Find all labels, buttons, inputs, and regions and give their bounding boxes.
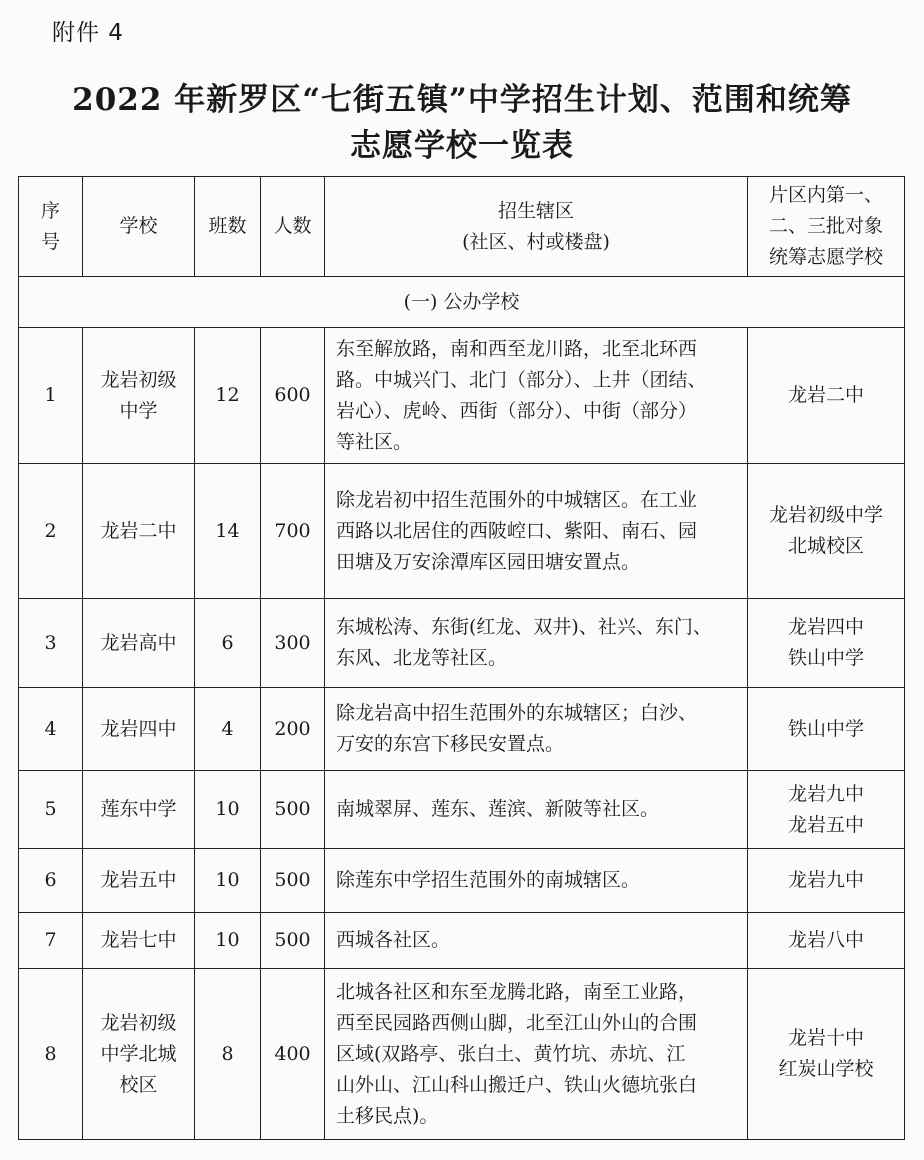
cell-school-line: 龙岩初级: [100, 1011, 177, 1034]
cell-area-line: 万安的东宫下移民安置点。: [336, 733, 565, 755]
header-area: [325, 177, 748, 277]
cell-school: [83, 849, 195, 913]
cell-area-line: 等社区。: [336, 430, 413, 453]
cell-seq: 6: [19, 849, 83, 913]
header-seq-line: 序: [40, 199, 60, 222]
cell-seq: 2: [19, 464, 83, 599]
table-row: [19, 969, 905, 1140]
cell-area-line: 区域(双路亭、张白土、黄竹坑、赤坑、江: [336, 1042, 686, 1065]
cell-people: 400: [261, 969, 325, 1140]
header-volunteer-line: 二、三批对象: [768, 215, 883, 237]
cell-area-line: 北城各社区和东至龙腾北路，南至工业路，: [336, 980, 698, 1003]
cell-volunteer-line: 铁山中学: [787, 647, 864, 669]
cell-volunteer-line: 龙岩八中: [787, 929, 864, 951]
cell-area-line: 山外山、江山科山搬迁户、铁山火德坑张白: [336, 1073, 698, 1096]
cell-volunteer: [748, 328, 905, 464]
cell-area: [325, 771, 748, 849]
cell-school: [83, 328, 195, 464]
cell-area-line: 路。中城兴门、北门（部分）、上井（团结、: [336, 368, 707, 391]
cell-volunteer-line: 龙岩初级中学: [768, 504, 883, 526]
table-row: [19, 599, 905, 688]
cell-school: [83, 464, 195, 599]
cell-seq: 1: [19, 328, 83, 464]
cell-area-line: 西至民园路西侧山脚，北至江山外山的合围: [336, 1011, 698, 1034]
cell-classes: 6: [195, 599, 261, 688]
cell-classes: 10: [195, 913, 261, 969]
cell-volunteer: [748, 771, 905, 849]
cell-school-line: 龙岩四中: [100, 717, 177, 740]
cell-volunteer-line: 龙岩十中: [787, 1027, 864, 1049]
cell-area-line: 东至解放路，南和西至龙川路，北至北环西: [336, 337, 698, 360]
cell-people: 500: [261, 913, 325, 969]
cell-volunteer-line: 龙岩四中: [787, 616, 864, 638]
cell-volunteer-line: 北城校区: [787, 535, 864, 557]
cell-area: [325, 688, 748, 771]
cell-people: 700: [261, 464, 325, 599]
cell-seq: 8: [19, 969, 83, 1140]
cell-seq: 7: [19, 913, 83, 969]
table-row: [19, 464, 905, 599]
cell-area-line: 南城翠屏、莲东、莲滨、新陂等社区。: [336, 798, 660, 820]
cell-classes: 10: [195, 849, 261, 913]
cell-school: [83, 969, 195, 1140]
enrollment-table: [18, 176, 905, 1140]
header-volunteer: [748, 177, 905, 277]
section-label: (一) 公办学校: [19, 277, 905, 328]
cell-area-line: 岩心）、虎岭、西街（部分）、中街（部分）: [336, 399, 698, 422]
cell-school-line: 校区: [119, 1073, 158, 1096]
cell-school-line: 龙岩高中: [100, 631, 177, 654]
cell-area-line: 西路以北居住的西陂崆口、紫阳、南石、园: [336, 519, 698, 542]
header-area-line: (社区、村或楼盘): [462, 230, 610, 253]
header-volunteer-line: 片区内第一、: [768, 184, 883, 206]
cell-people: 600: [261, 328, 325, 464]
header-area-line: 招生辖区: [497, 199, 574, 222]
cell-area-line: 除龙岩初中招生范围外的中城辖区。在工业: [336, 488, 698, 511]
cell-people: 200: [261, 688, 325, 771]
cell-volunteer: [748, 969, 905, 1140]
cell-seq: 4: [19, 688, 83, 771]
cell-area-line: 田塘及万安涂潭库区园田塘安置点。: [336, 550, 641, 573]
cell-classes: 12: [195, 328, 261, 464]
cell-area: [325, 464, 748, 599]
cell-area: [325, 599, 748, 688]
cell-school: [83, 599, 195, 688]
table-row: [19, 328, 905, 464]
cell-people: 300: [261, 599, 325, 688]
header-people: 人数: [261, 177, 325, 277]
cell-area: [325, 969, 748, 1140]
cell-classes: 14: [195, 464, 261, 599]
cell-area-line: 东城松涛、东街(红龙、双井)、社兴、东门、: [336, 616, 712, 638]
cell-volunteer-line: 龙岩九中: [787, 782, 864, 805]
cell-area-line: 西城各社区。: [336, 929, 451, 951]
cell-volunteer-line: 龙岩五中: [787, 813, 864, 836]
cell-area-line: 除莲东中学招生范围外的南城辖区。: [336, 869, 641, 891]
cell-volunteer-line: 龙岩九中: [787, 869, 864, 891]
cell-volunteer: [748, 913, 905, 969]
cell-school: [83, 913, 195, 969]
cell-people: 500: [261, 849, 325, 913]
cell-volunteer: [748, 688, 905, 771]
cell-volunteer-line: 铁山中学: [787, 717, 864, 740]
cell-volunteer-line: 红炭山学校: [778, 1058, 874, 1080]
cell-school-line: 龙岩五中: [100, 869, 177, 891]
cell-area-line: 土移民点)。: [336, 1104, 439, 1127]
header-seq: [19, 177, 83, 277]
cell-school-line: 中学: [119, 399, 158, 422]
attachment-label: 附件 4: [52, 20, 124, 46]
cell-school: [83, 688, 195, 771]
cell-school: [83, 771, 195, 849]
table-row: [19, 771, 905, 849]
cell-area-line: 除龙岩高中招生范围外的东城辖区；白沙、: [336, 702, 698, 724]
cell-school-line: 莲东中学: [100, 798, 177, 820]
cell-area: [325, 328, 748, 464]
cell-seq: 3: [19, 599, 83, 688]
cell-classes: 8: [195, 969, 261, 1140]
cell-area: [325, 849, 748, 913]
cell-seq: 5: [19, 771, 83, 849]
cell-classes: 10: [195, 771, 261, 849]
cell-people: 500: [261, 771, 325, 849]
header-seq-line: 号: [40, 230, 60, 253]
header-volunteer-line: 统筹志愿学校: [768, 246, 883, 268]
cell-volunteer: [748, 464, 905, 599]
cell-school-line: 龙岩初级: [100, 368, 177, 391]
header-row: [19, 177, 905, 277]
cell-area-line: 东风、北龙等社区。: [336, 647, 508, 669]
header-school: 学校: [83, 177, 195, 277]
page-title: 2022 年新罗区“七街五镇”中学招生计划、范围和统筹: [72, 82, 852, 118]
section-row: [19, 277, 905, 328]
cell-volunteer: [748, 849, 905, 913]
cell-volunteer: [748, 599, 905, 688]
page-title-line2: 志愿学校一览表: [350, 128, 574, 164]
table-row: [19, 849, 905, 913]
cell-volunteer-line: 龙岩二中: [787, 384, 864, 406]
table-row: [19, 688, 905, 771]
cell-classes: 4: [195, 688, 261, 771]
cell-school-line: 龙岩二中: [100, 519, 177, 542]
cell-school-line: 龙岩七中: [100, 929, 177, 951]
header-classes: 班数: [195, 177, 261, 277]
table-row: [19, 913, 905, 969]
cell-area: [325, 913, 748, 969]
cell-school-line: 中学北城: [100, 1042, 177, 1065]
